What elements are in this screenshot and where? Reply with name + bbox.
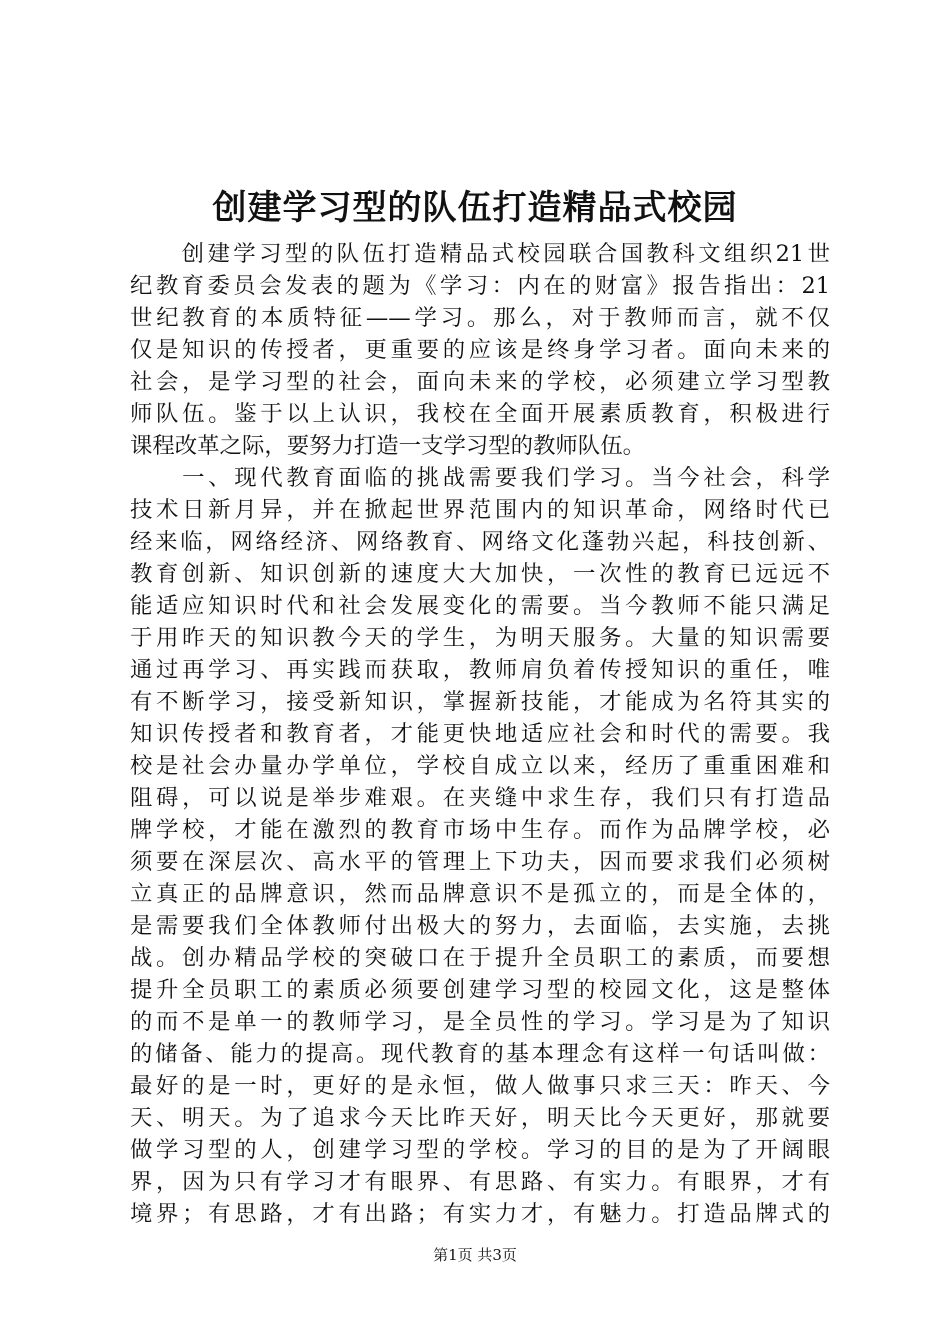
body-line: 能适应知识时代和社会发展变化的需要。当今教师不能只满足 <box>130 593 830 619</box>
body-line: 通过再学习、再实践而获取，教师肩负着传授知识的重任，唯 <box>130 657 830 683</box>
body-line: 境界；有思路，才有出路；有实力才，有魅力。打造品牌式的 <box>130 1201 830 1227</box>
body-line: 世纪教育的本质特征——学习。那么，对于教师而言，就不仅 <box>130 305 830 331</box>
document-title: 创建学习型的队伍打造精品式校园 <box>212 188 738 228</box>
body-line: 是需要我们全体教师付出极大的努力，去面临，去实施，去挑 <box>130 913 830 939</box>
body-line: 知识传授者和教育者，才能更快地适应社会和时代的需要。我 <box>130 721 830 747</box>
page-footer: 第1页 共3页 <box>433 1246 517 1264</box>
body-line: 立真正的品牌意识，然而品牌意识不是孤立的，而是全体的， <box>130 881 830 907</box>
body-line: 战。创办精品学校的突破口在于提升全员职工的素质，而要想 <box>130 945 830 971</box>
body-line: 师队伍。鉴于以上认识，我校在全面开展素质教育，积极进行 <box>130 401 830 427</box>
body-line: 的而不是单一的教师学习，是全员性的学习。学习是为了知识 <box>130 1009 830 1035</box>
body-line: 牌学校，才能在激烈的教育市场中生存。而作为品牌学校，必 <box>130 817 830 843</box>
body-line: 须要在深层次、高水平的管理上下功夫，因而要求我们必须树 <box>130 849 830 875</box>
document-body <box>130 238 830 1230</box>
body-line: 教育创新、知识创新的速度大大加快，一次性的教育已远远不 <box>130 561 830 587</box>
body-line: 界，因为只有学习才有眼界、有思路、有实力。有眼界，才有 <box>130 1169 830 1195</box>
body-line: 提升全员职工的素质必须要创建学习型的校园文化，这是整体 <box>130 977 830 1003</box>
body-line: 于用昨天的知识教今天的学生，为明天服务。大量的知识需要 <box>130 625 830 651</box>
body-line: 天、明天。为了追求今天比昨天好，明天比今天更好，那就要 <box>130 1105 830 1131</box>
body-line: 校是社会办量办学单位，学校自成立以来，经历了重重困难和 <box>130 753 830 779</box>
body-line: 有不断学习，接受新知识，掌握新技能，才能成为名符其实的 <box>130 689 830 715</box>
body-line: 一、现代教育面临的挑战需要我们学习。当今社会，科学 <box>130 465 830 491</box>
body-line: 最好的是一时，更好的是永恒，做人做事只求三天：昨天、今 <box>130 1073 830 1099</box>
body-line: 经来临，网络经济、网络教育、网络文化蓬勃兴起，科技创新、 <box>130 529 830 555</box>
body-line: 课程改革之际，要努力打造一支学习型的教师队伍。 <box>130 433 645 459</box>
body-line: 纪教育委员会发表的题为《学习：内在的财富》报告指出：21 <box>130 273 830 299</box>
body-line: 技术日新月异，并在掀起世界范围内的知识革命，网络时代已 <box>130 497 830 523</box>
body-line: 创建学习型的队伍打造精品式校园联合国教科文组织21世 <box>130 241 830 267</box>
body-line: 仅是知识的传授者，更重要的应该是终身学习者。面向未来的 <box>130 337 830 363</box>
body-line: 社会，是学习型的社会，面向未来的学校，必须建立学习型教 <box>130 369 830 395</box>
body-line: 阻碍，可以说是举步难艰。在夹缝中求生存，我们只有打造品 <box>130 785 830 811</box>
body-line: 的储备、能力的提高。现代教育的基本理念有这样一句话叫做： <box>130 1041 830 1067</box>
body-line: 做学习型的人，创建学习型的学校。学习的目的是为了开阔眼 <box>130 1137 830 1163</box>
